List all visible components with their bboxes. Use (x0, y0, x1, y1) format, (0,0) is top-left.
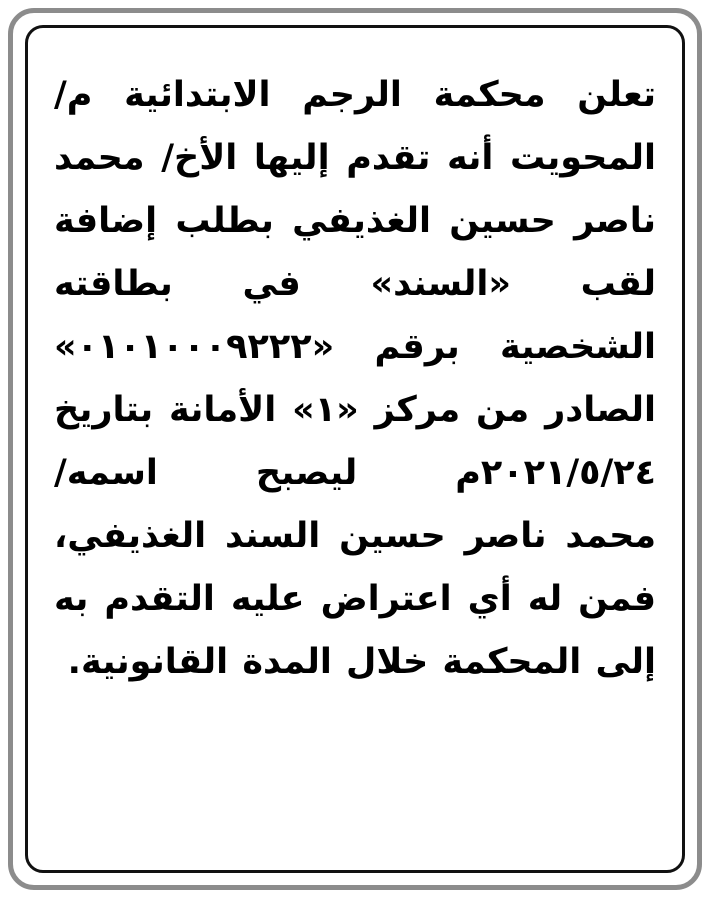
notice-outer-frame (8, 8, 702, 890)
notice-inner-frame (25, 25, 685, 873)
notice-text-block (54, 64, 656, 850)
notice-paragraph-tail: محمد ناصر حسين السند الغذيفي، فمن له أي اعتراض عليه التقدم به إلى المحكمة خلال المدة القانونية. (54, 516, 656, 682)
notice-paragraph-main: تعلن محكمة الرجم الابتدائية م/ المحويت أنه تقدم إليها الأخ/ محمد ناصر حسين الغذيفي بطلب إضافة لقب «السند» في بطاقته الشخصية برقم «٠١٠١٠٠٠٩٢٢٢» الصادر من مركز «١» الأمانة بتاريخ ٢٠٢١/٥/٢٤م ليصبح اسمه/ (54, 75, 656, 493)
